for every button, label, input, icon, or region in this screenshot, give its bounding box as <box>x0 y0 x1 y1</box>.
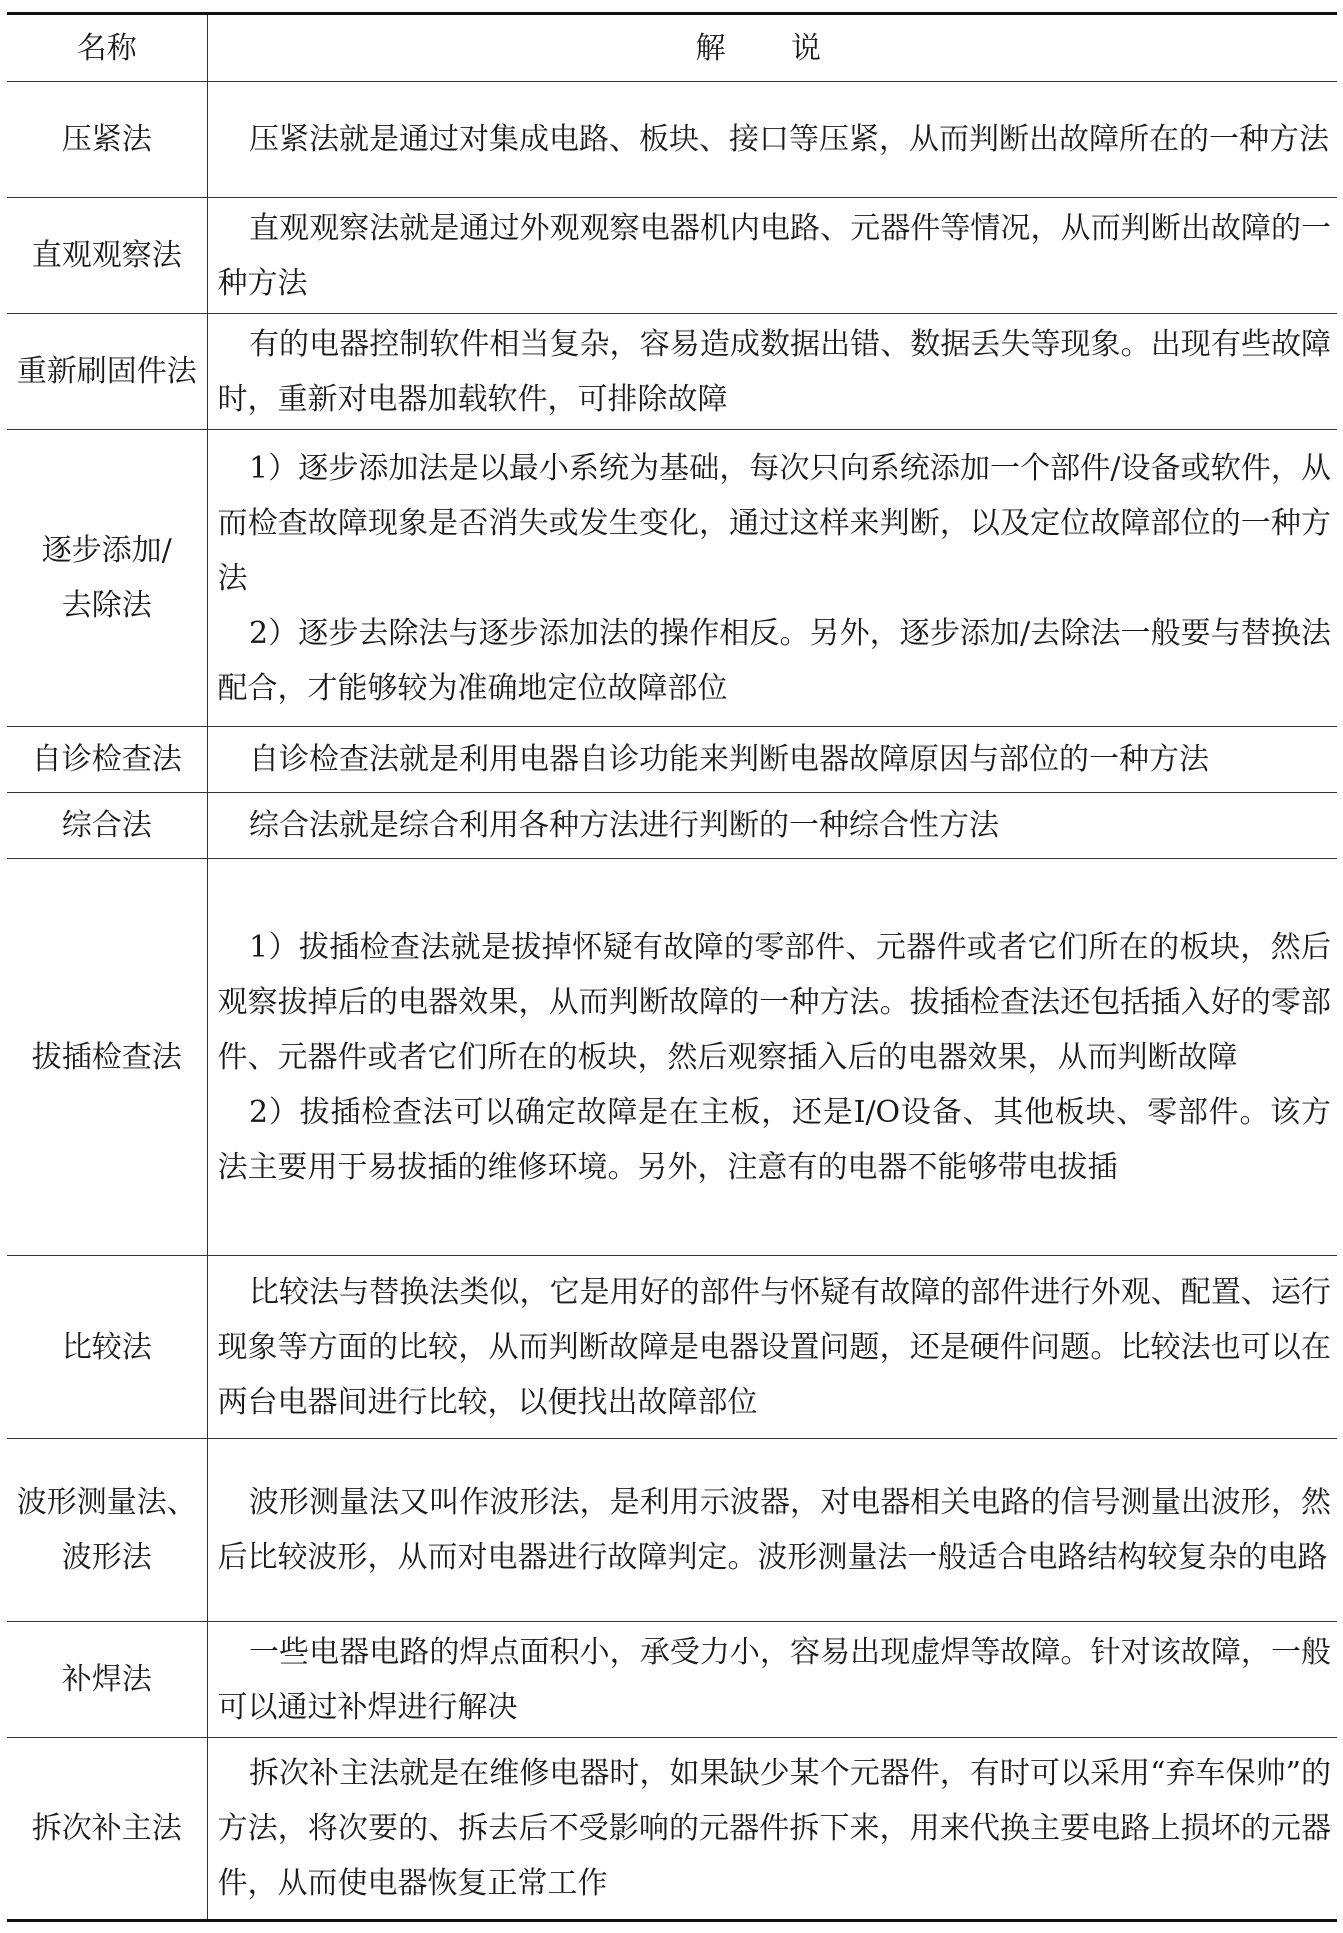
method-description <box>207 793 1337 859</box>
header-name: 名称 <box>7 14 207 82</box>
description-paragraph: 有的电器控制软件相当复杂，容易造成数据出错、数据丢失等现象。出现有些故障时，重新对电器加载软件，可排除故障 <box>217 326 1331 417</box>
method-name: 直观观察法 <box>7 198 207 314</box>
method-description <box>207 82 1337 198</box>
table-row <box>7 1622 1337 1738</box>
method-name: 综合法 <box>7 793 207 859</box>
method-description <box>207 727 1337 793</box>
description-paragraph: 1）拔插检查法就是拔掉怀疑有故障的零部件、元器件或者它们所在的板块，然后观察拔掉后的电器效果，从而判断故障的一种方法。拔插检查法还包括插入好的零部件、元器件或者它们所在的板块，然后观察插入后的电器效果，从而判断故障 <box>217 929 1331 1075</box>
table-row <box>7 793 1337 859</box>
method-name-line: 波形测量法、 <box>16 1485 197 1520</box>
method-name: 重新刷固件法 <box>7 314 207 430</box>
description-paragraph: 一些电器电路的焊点面积小，承受力小，容易出现虚焊等故障。针对该故障，一般可以通过补焊进行解决 <box>217 1634 1331 1725</box>
description-paragraph: 拆次补主法就是在维修电器时，如果缺少某个元器件，有时可以采用“弃车保帅”的方法，将次要的、拆去后不受影响的元器件拆下来，用来代换主要电路上损坏的元器件，从而使电器恢复正常工作 <box>217 1756 1331 1901</box>
method-name-line: 去除法 <box>61 588 152 623</box>
table-row <box>7 859 1337 1256</box>
method-description <box>207 1738 1337 1921</box>
method-name: 比较法 <box>7 1256 207 1439</box>
method-name-line: 波形法 <box>61 1540 152 1575</box>
description-paragraph: 2）拔插检查法可以确定故障是在主板，还是I/O设备、其他板块、零部件。该方法主要用于易拔插的维修环境。另外，注意有的电器不能够带电拔插 <box>217 1094 1331 1185</box>
method-description <box>207 198 1337 314</box>
table-row <box>7 82 1337 198</box>
method-description <box>207 1256 1337 1439</box>
table-row <box>7 198 1337 314</box>
repair-methods-table <box>7 12 1337 1922</box>
table-header-row <box>7 14 1337 82</box>
description-paragraph: 综合法就是综合利用各种方法进行判断的一种综合性方法 <box>249 808 999 843</box>
method-description <box>207 859 1337 1256</box>
table-row <box>7 727 1337 793</box>
method-name: 拆次补主法 <box>7 1738 207 1921</box>
method-name <box>7 1439 207 1622</box>
method-name: 补焊法 <box>7 1622 207 1738</box>
method-description <box>207 430 1337 727</box>
description-paragraph: 比较法与替换法类似，它是用好的部件与怀疑有故障的部件进行外观、配置、运行现象等方面的比较，从而判断故障是电器设置问题，还是硬件问题。比较法也可以在两台电器间进行比较，以便找出故障部位 <box>217 1274 1331 1420</box>
description-paragraph: 2）逐步去除法与逐步添加法的操作相反。另外，逐步添加/去除法一般要与替换法配合，才能够较为准确地定位故障部位 <box>217 615 1331 706</box>
method-description <box>207 1622 1337 1738</box>
method-name: 拔插检查法 <box>7 859 207 1256</box>
description-paragraph: 波形测量法又叫作波形法，是利用示波器，对电器相关电路的信号测量出波形，然后比较波形，从而对电器进行故障判定。波形测量法一般适合电路结构较复杂的电路 <box>217 1485 1331 1575</box>
method-name-line: 逐步添加/ <box>41 533 172 568</box>
table-row <box>7 1439 1337 1622</box>
method-description <box>207 314 1337 430</box>
table-row <box>7 430 1337 727</box>
method-name: 自诊检查法 <box>7 727 207 793</box>
method-name <box>7 430 207 727</box>
table-row <box>7 1256 1337 1439</box>
description-paragraph: 直观观察法就是通过外观观察电器机内电路、元器件等情况，从而判断出故障的一种方法 <box>217 210 1331 301</box>
table-row <box>7 314 1337 430</box>
description-paragraph: 自诊检查法就是利用电器自诊功能来判断电器故障原因与部位的一种方法 <box>249 742 1209 777</box>
method-name: 压紧法 <box>7 82 207 198</box>
table-row <box>7 1738 1337 1921</box>
description-paragraph: 压紧法就是通过对集成电路、板块、接口等压紧，从而判断出故障所在的一种方法 <box>249 122 1329 157</box>
description-paragraph: 1）逐步添加法是以最小系统为基础，每次只向系统添加一个部件/设备或软件，从而检查故障现象是否消失或发生变化，通过这样来判断，以及定位故障部位的一种方法 <box>217 450 1331 596</box>
method-description <box>207 1439 1337 1622</box>
header-desc: 解 说 <box>695 30 850 66</box>
